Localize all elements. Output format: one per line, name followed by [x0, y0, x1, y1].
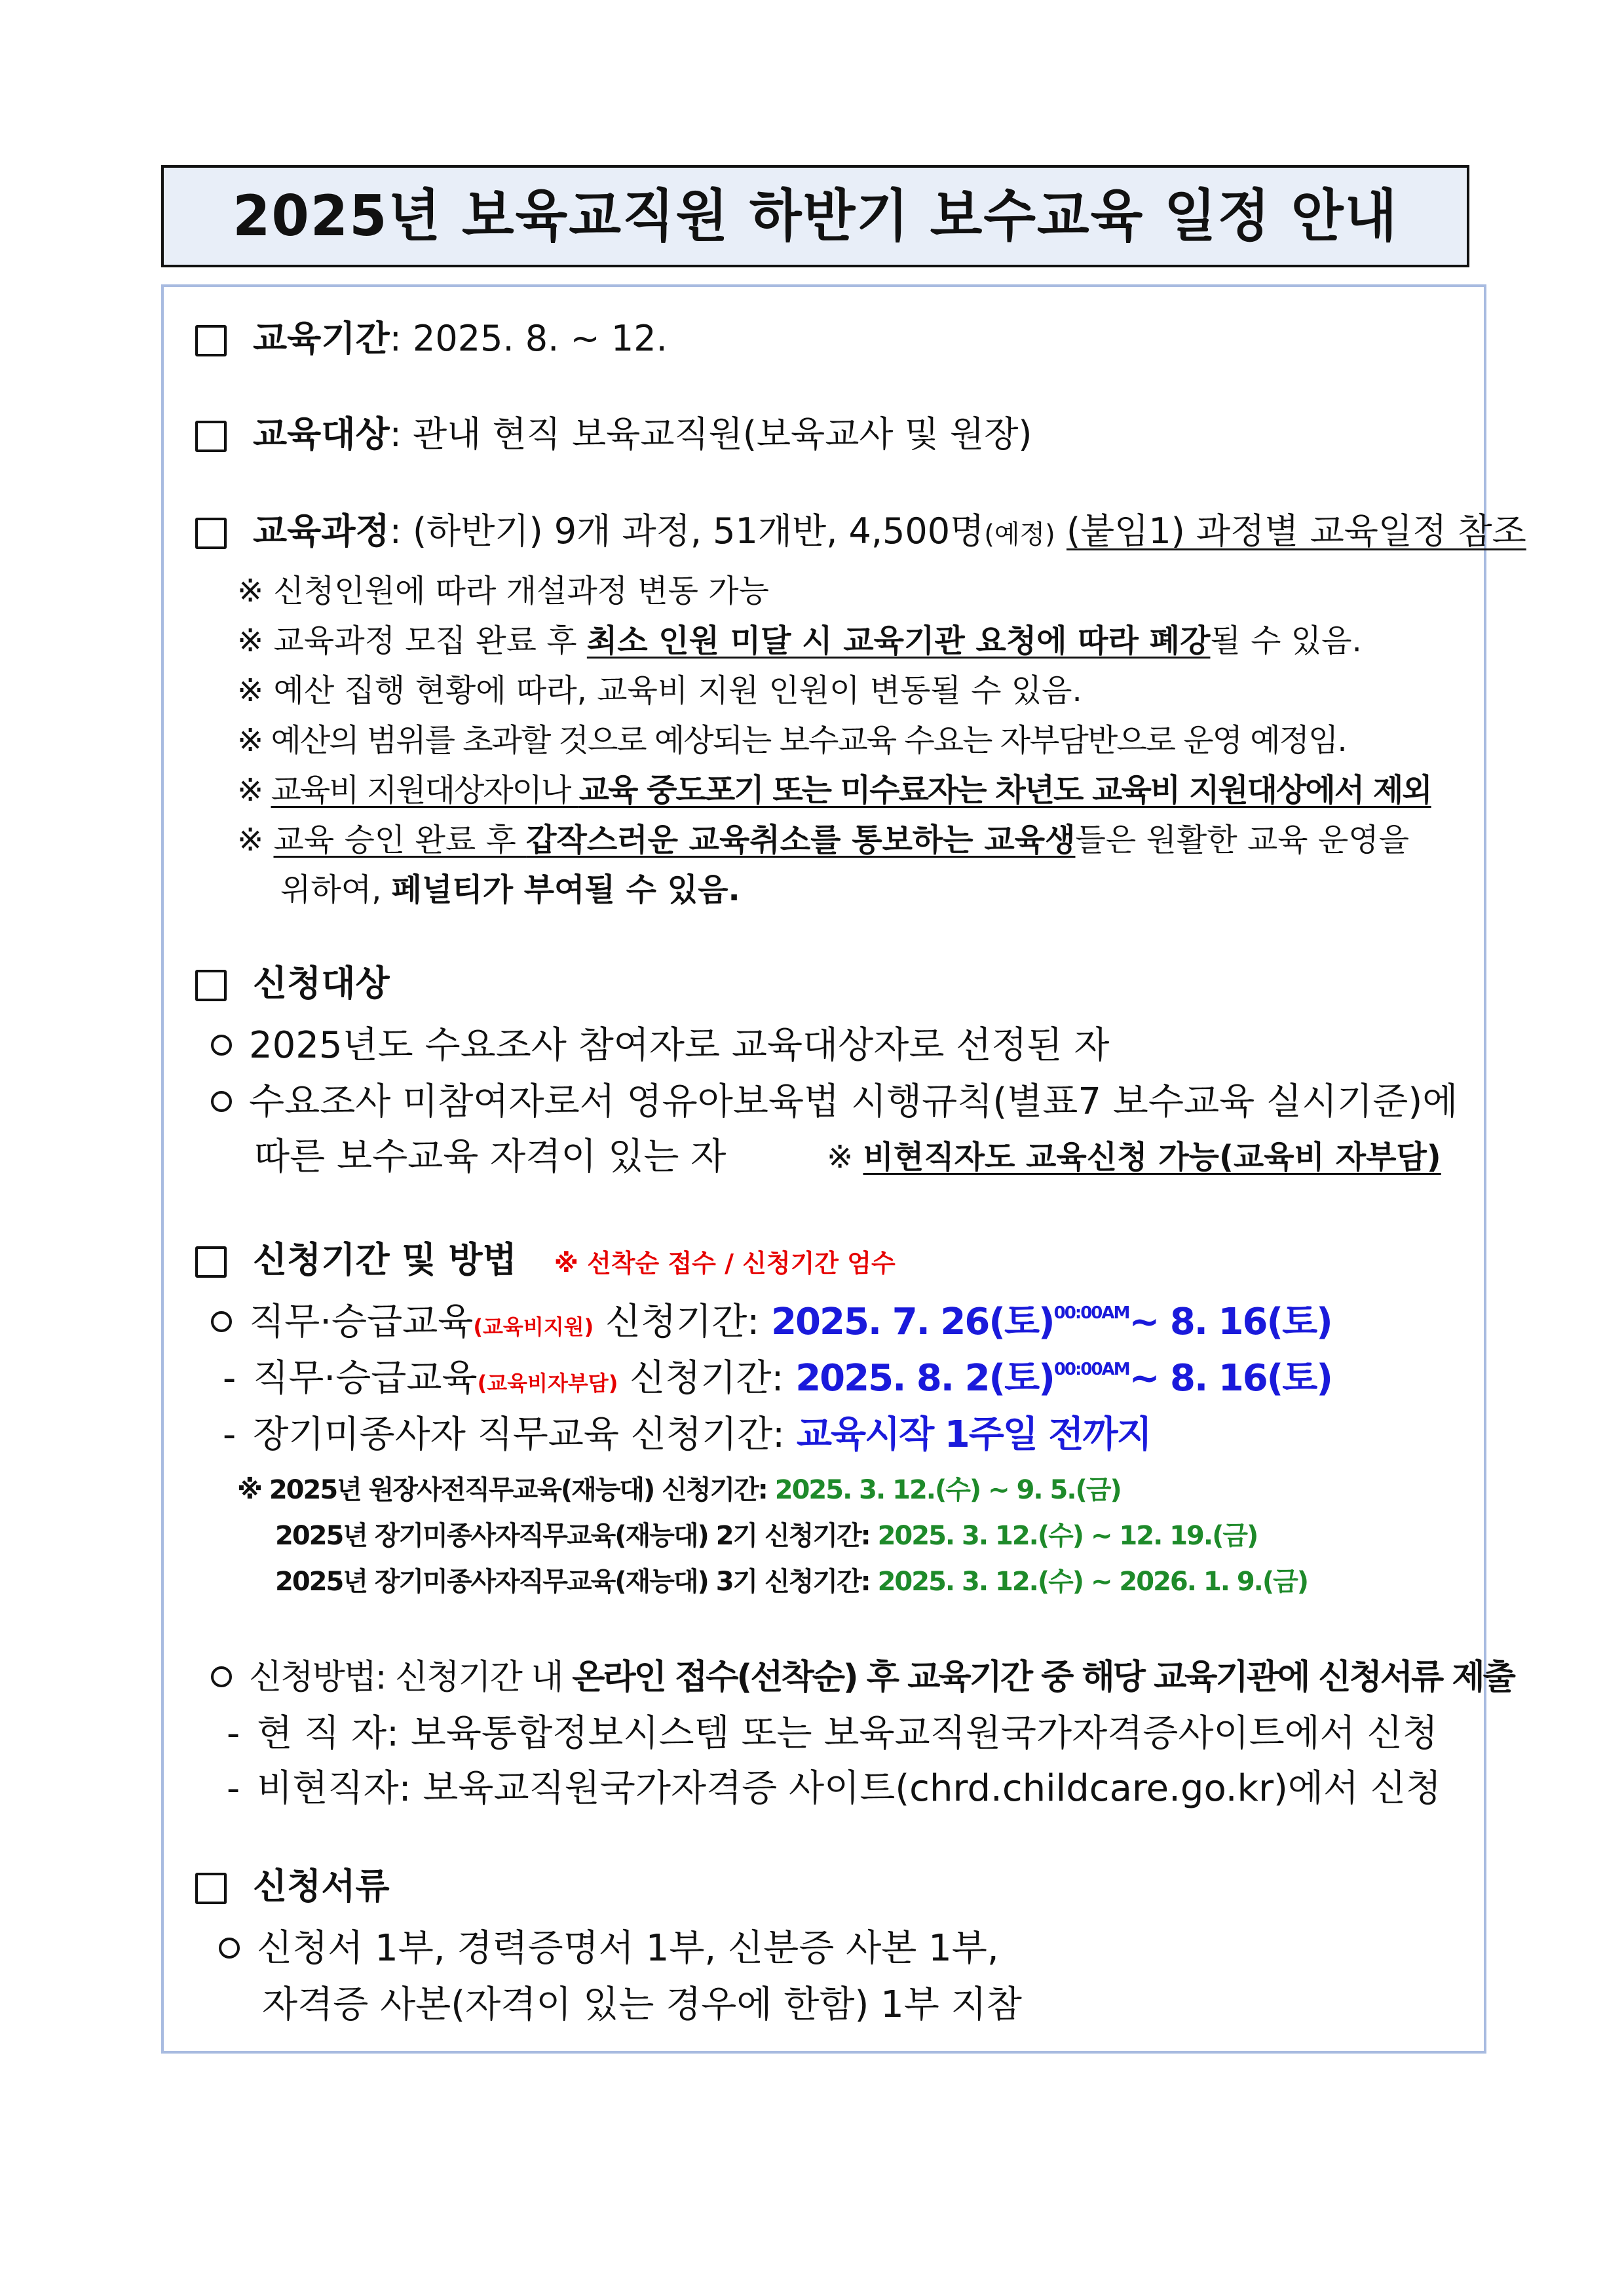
note-text: 교육과정 모집 완료 후 [273, 622, 587, 659]
eligibility-item-2-cont [254, 1136, 727, 1178]
apply-sub-label: 2025년 장기미종사자직무교육(재능대) 3기 신청기간: [275, 1567, 878, 1597]
apply-sub-2 [275, 1523, 1257, 1549]
course-note-5 [237, 772, 1431, 809]
period-label: 교육기간 [253, 318, 390, 359]
note-text: 교육 승인 완료 후 [273, 822, 527, 858]
course-note-1 [237, 575, 769, 607]
target-row [253, 413, 1032, 455]
apply-heading-note: ※ 선착순 접수 / 신청기간 엄수 [554, 1249, 896, 1278]
eligibility-item-text: 수요조사 미참여자로서 영유아보육법 시행규칙(별표7 보수교육 실시기준)에 [249, 1081, 1458, 1123]
note-text: 예산의 범위를 초과할 것으로 예상되는 보수교육 수요는 자부담반으로 운영 예정임. [271, 722, 1346, 759]
note-mark: ※ [237, 722, 263, 759]
note-text: 신청인원에 따라 개설과정 변동 가능 [273, 573, 770, 609]
apply-method-1: - 현 직 자: 보육통합정보시스템 또는 보육교직원국가자격증사이트에서 신청 [227, 1712, 1438, 1755]
checkbox-square-icon [195, 325, 227, 356]
course-label: 교육과정 [253, 510, 390, 552]
note-text: 위하여, [280, 871, 392, 908]
course-sep: : [389, 510, 413, 552]
apply-sub-1 [237, 1477, 1121, 1503]
circle-bullet-icon [211, 1035, 232, 1056]
eligibility-item-text: 따른 보수교육 자격이 있는 자 [254, 1136, 727, 1178]
apply-label: 직무·승급교육 [253, 1357, 478, 1400]
checkbox-square-icon [195, 421, 227, 452]
course-row [253, 510, 1526, 552]
eligibility-note [827, 1139, 1441, 1176]
eligibility-item-2 [211, 1081, 1458, 1123]
apply-date: ~ 8. 16(토) [1129, 1357, 1332, 1400]
note-mark: ※ [237, 573, 264, 609]
course-value: (하반기) 9개 과정, 51개반, 4,500명 [413, 510, 985, 552]
checkbox-square-icon [195, 518, 227, 549]
apply-row-1 [211, 1301, 1332, 1343]
apply-time: 00:00AM [1053, 1303, 1129, 1323]
note-text: 될 수 있음. [1210, 622, 1362, 659]
course-ref: (붙임1) 과정별 교육일정 참조 [1066, 510, 1526, 552]
period-sep: : [389, 318, 413, 359]
apply-sub-label: 2025년 원장사전직무교육(재능대) 신청기간: [269, 1475, 775, 1505]
checkbox-square-icon [195, 1873, 227, 1904]
documents-line-1 [219, 1927, 999, 1970]
apply-tag: (교육비자부담) [477, 1371, 618, 1396]
course-note-3 [237, 672, 1082, 709]
note-text: 교육비 지원대상자이나 [271, 772, 579, 809]
title-box [161, 165, 1469, 267]
circle-bullet-icon [219, 1938, 240, 1959]
apply-tag: (교육비지원) [473, 1314, 594, 1339]
apply-method-2: - 비현직자: 보육교직원국가자격증 사이트(chrd.childcare.go.kr)에서 신청 [227, 1767, 1442, 1810]
apply-sub-date: 2025. 3. 12.(수) ~ 12. 19.(금) [877, 1521, 1258, 1551]
apply-date: ~ 8. 16(토) [1129, 1301, 1332, 1343]
course-note-6-cont [280, 871, 740, 908]
period-value: 2025. 8. ~ 12. [413, 318, 668, 359]
apply-heading-row [253, 1239, 896, 1280]
apply-mid: 신청기간: [618, 1357, 796, 1400]
documents-text: 자격증 사본(자격이 있는 경우에 한함) 1부 지참 [262, 1983, 1022, 2026]
eligibility-item-text: 2025년도 수요조사 참여자로 교육대상자로 선정된 자 [249, 1024, 1110, 1067]
checkbox-square-icon [195, 1246, 227, 1278]
target-label: 교육대상 [253, 413, 390, 455]
eligibility-item-1 [211, 1024, 1110, 1067]
documents-heading-row [253, 1866, 390, 1907]
documents-heading: 신청서류 [253, 1866, 390, 1907]
eligibility-heading: 신청대상 [253, 963, 390, 1004]
note-mark: ※ [237, 822, 264, 858]
course-note-4 [237, 722, 1346, 759]
note-emphasis: 갑작스러운 교육취소를 통보하는 교육생 [526, 822, 1076, 858]
circle-bullet-icon [211, 1666, 232, 1687]
apply-mid: 신청기간: [594, 1301, 772, 1343]
apply-sub-label: 2025년 장기미종사자직무교육(재능대) 2기 신청기간: [275, 1521, 878, 1551]
course-note-2 [237, 622, 1362, 659]
note-mark: ※ [237, 622, 264, 659]
apply-method-emphasis: 온라인 접수(선착순) 후 교육기간 중 해당 교육기관에 신청서류 제출 [572, 1658, 1514, 1697]
course-note-6 [237, 824, 1409, 856]
note-mark: ※ [237, 772, 263, 809]
content-box [161, 284, 1526, 2054]
note-text: 예산 집행 현황에 따라, 교육비 지원 인원이 변동될 수 있음. [273, 672, 1082, 709]
note-mark: ※ [237, 1475, 261, 1505]
apply-method [211, 1658, 1514, 1697]
apply-method-text: 신청방법: 신청기간 내 [249, 1658, 573, 1697]
eligibility-heading-row [253, 963, 390, 1004]
note-mark: ※ [237, 672, 264, 709]
page-title: 2025년 보육교직원 하반기 보수교육 일정 안내 [232, 183, 1399, 249]
target-value: 관내 현직 보육교직원(보육교사 및 원장) [413, 413, 1032, 455]
course-value-small: (예정) [984, 520, 1055, 550]
apply-label: 장기미종사자 직무교육 신청기간: [253, 1413, 797, 1456]
documents-text: 신청서 1부, 경력증명서 1부, 신분증 사본 1부, [257, 1927, 999, 1970]
apply-method-text: 비현직자: 보육교직원국가자격증 사이트(chrd.childcare.go.kr)에서 신청 [257, 1767, 1442, 1810]
target-sep: : [389, 413, 413, 455]
apply-label: 직무·승급교육 [249, 1301, 474, 1343]
note-emphasis: 비현직자도 교육신청 가능(교육비 자부담) [863, 1139, 1441, 1176]
note-emphasis: 페널티가 부여될 수 있음. [391, 871, 740, 908]
circle-bullet-icon [211, 1091, 232, 1112]
apply-time: 00:00AM [1053, 1360, 1129, 1379]
note-text: 들은 원활한 교육 운영을 [1075, 822, 1409, 858]
apply-row-2: - 직무·승급교육(교육비자부담) 신청기간: 2025. 8. 2(토)$^{00:00AM}$~ 8. 16(토) [223, 1357, 1332, 1400]
checkbox-square-icon [195, 970, 227, 1001]
apply-date: 2025. 7. 26(토) [771, 1301, 1054, 1343]
period-row [253, 318, 668, 359]
apply-sub-3 [275, 1569, 1308, 1595]
note-emphasis: 최소 인원 미달 시 교육기관 요청에 따라 폐강 [586, 622, 1211, 659]
apply-heading: 신청기간 및 방법 [253, 1239, 517, 1280]
apply-sub-date: 2025. 3. 12.(수) ~ 2026. 1. 9.(금) [877, 1567, 1308, 1597]
note-emphasis: 교육 중도포기 또는 미수료자는 차년도 교육비 지원대상에서 제외 [578, 772, 1431, 809]
note-mark: ※ [827, 1139, 854, 1176]
apply-sub-date: 2025. 3. 12.(수) ~ 9. 5.(금) [774, 1475, 1121, 1505]
apply-row-3: - 장기미종사자 직무교육 신청기간: 교육시작 1주일 전까지 [223, 1413, 1151, 1456]
apply-method-text: 현 직 자: 보육통합정보시스템 또는 보육교직원국가자격증사이트에서 신청 [257, 1712, 1438, 1755]
apply-date: 2025. 8. 2(토) [795, 1357, 1054, 1400]
documents-line-2 [262, 1983, 1022, 2026]
apply-value: 교육시작 1주일 전까지 [796, 1413, 1151, 1456]
circle-bullet-icon [211, 1311, 232, 1332]
